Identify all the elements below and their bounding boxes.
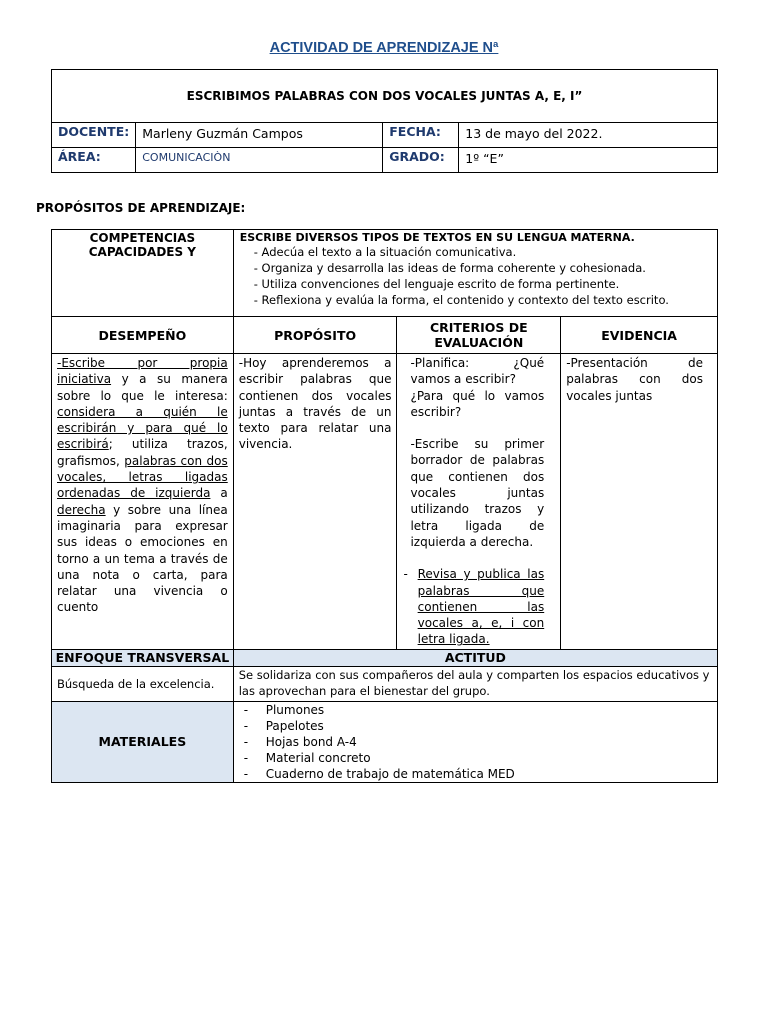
materiales-label: MATERIALES [52, 701, 234, 782]
capacidad-item: - Utiliza convenciones del lenguaje escrito de forma pertinente. [253, 277, 620, 291]
enfoque-value: Búsqueda de la excelencia. [52, 666, 234, 701]
competencias-content [233, 230, 717, 317]
materiales-cell [233, 701, 717, 782]
proposito-header: PROPÓSITO [233, 317, 397, 354]
competencia-heading: ESCRIBE DIVERSOS TIPOS DE TEXTOS EN SU LENGUA MATERNA. [239, 231, 635, 244]
evidencia-cell [561, 354, 718, 650]
capacidad-item: - Adecúa el texto a la situación comunicativa. [253, 245, 517, 259]
material-item: - Cuaderno de trabajo de matemática MED [268, 766, 717, 782]
capacidad-item: - Organiza y desarrolla las ideas de forma coherente y cohesionada. [253, 261, 646, 275]
desempeno-header: DESEMPEÑO [52, 317, 234, 354]
desempeno-text: y a su manera sobre lo que le interesa: [57, 372, 228, 403]
desempeno-text: -Escribe por propia iniciativa [57, 356, 228, 387]
grado-value: 1º “E” [459, 148, 718, 173]
evidencia-header: EVIDENCIA [561, 317, 718, 354]
capacidad-item: - Reflexiona y evalúa la forma, el contenido y contexto del texto escrito. [253, 293, 669, 307]
desempeno-text: y sobre una línea imaginaria para expresar sus ideas o emociones en torno a un tema a través de una nota o carta, para relatar una vivencia o cuento [57, 502, 228, 615]
document-title: ACTIVIDAD DE APRENDIZAJE Nª [269, 40, 499, 56]
material-item: - Plumones [268, 702, 717, 718]
section-title: PROPÓSITOS DE APRENDIZAJE: [36, 201, 246, 215]
activity-title: ESCRIBIMOS PALABRAS CON DOS VOCALES JUNTAS A, E, I” [52, 70, 718, 123]
desempeno-text: derecha [57, 502, 106, 517]
evidencia-text: -Presentación de palabras con dos vocales juntas [566, 356, 703, 403]
actitud-label: ACTITUD [233, 649, 717, 666]
enfoque-label: ENFOQUE TRANSVERSAL [52, 649, 234, 666]
desempeno-text: palabras con dos vocales, letras ligadas ordenadas de izquierda [57, 453, 228, 501]
area-value: COMUNICACIÒN [136, 148, 383, 173]
material-item: - Material concreto [268, 750, 717, 766]
purposes-table [51, 229, 718, 783]
criterio-item: -Escribe su primer borrador de palabras que contienen dos vocales juntas utilizando trazos y letra ligada de izquierda a derecha. [410, 437, 545, 549]
area-label: ÁREA: [52, 148, 136, 173]
desempeno-cell [52, 354, 234, 650]
docente-label: DOCENTE: [52, 123, 136, 148]
desempeno-text: considera a quién le escribirán y para qué lo escribirá [57, 404, 228, 452]
desempeno-text: ; utiliza trazos, grafismos, [57, 437, 228, 468]
fecha-label: FECHA: [383, 123, 459, 148]
material-item: - Hojas bond A-4 [268, 734, 717, 750]
criterio-item: -Planifica: ¿Qué vamos a escribir? [410, 356, 545, 387]
criterios-header: CRITERIOS DE EVALUACIÓN [397, 317, 561, 354]
criterio-item: ¿Para qué lo vamos escribir? [410, 388, 545, 419]
criterios-cell [397, 354, 561, 650]
actitud-value: Se solidariza con sus compañeros del aula y comparten los espacios educativos y las aprovechan para el bienestar del grupo. [233, 666, 717, 701]
docente-value: Marleny Guzmán Campos [136, 123, 383, 148]
criterio-bullet: - [403, 567, 412, 582]
proposito-text: -Hoy aprenderemos a escribir palabras que contienen dos vocales juntas a través de un texto para relatar una vivencia. [238, 356, 392, 452]
grado-label: GRADO: [383, 148, 459, 173]
fecha-value: 13 de mayo del 2022. [459, 123, 718, 148]
competencias-label: COMPETENCIAS CAPACIDADES Y [52, 230, 234, 317]
proposito-cell [233, 354, 397, 650]
criterio-item: Revisa y publica las palabras que contienen las vocales a, e, i con letra ligada. [417, 567, 545, 647]
desempeno-text: a [210, 486, 228, 501]
materiales-list [238, 702, 717, 782]
header-table [51, 69, 718, 173]
material-item: - Papelotes [268, 718, 717, 734]
